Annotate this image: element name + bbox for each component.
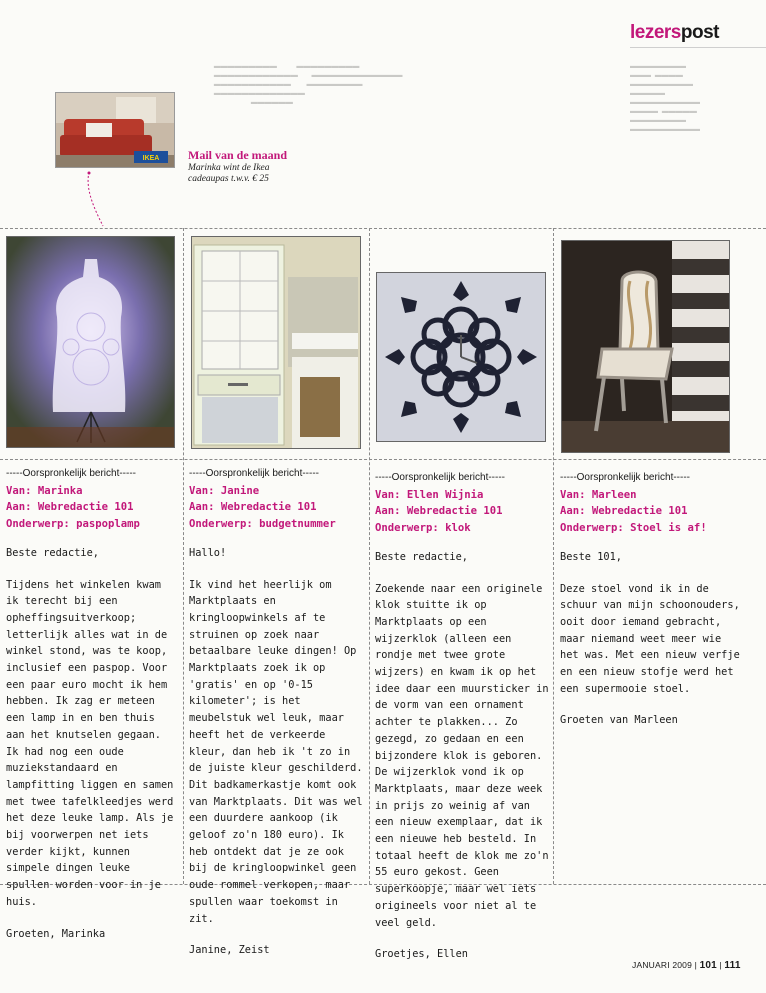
show-through-text: ▬▬▬▬▬▬▬▬ ▬▬▬ ▬▬▬▬ ▬▬▬▬▬▬▬▬▬ ▬▬▬▬▬ ▬▬▬▬▬▬▬▬▬▬ ▬▬▬▬ ▬▬▬▬▬ ▬▬▬▬▬▬▬▬ ▬▬▬▬▬▬▬▬▬▬ <box>630 63 700 133</box>
logo-part-lezers: lezers <box>630 22 681 43</box>
letter-column-2 <box>189 466 365 974</box>
ikea-logo-text: IKEA <box>142 155 160 162</box>
photo-restored-chair <box>561 240 730 453</box>
letter-body: Deze stoel vond ik in de schuur van mijn schoonouders, ooit door iemand gebracht, maar niemand weet meer wie het was. Met een nieuw verfje en een nieuw stofje werd het een supermooie stoel. <box>560 582 740 695</box>
logo-part-post: post <box>680 22 719 43</box>
ikea-room-photo <box>55 92 175 168</box>
letter-body: Zoekende naar een originele klok stuitte ik op Marktplaats op een wijzerklok (alleen een rondje met twee grote wijzers) en kwam ik op het idee daar een muursticker in de vorm van een ornament achter te plakken... Zo gezegd, zo gedaan en een bijzondere klok is geboren. De wijzerklok vond ik op Marktplaats, maar deze week in prijs zo weinig af van een nieuw exemplaar, dat ik een nieuwe heb besteld. In totaal heeft de klok me zo'n 55 euro gekost. Geen superkoopje, maar wel iets origineels voor niet al te veel geld. <box>375 582 549 929</box>
letter-closing: Groetjes, Ellen <box>375 948 468 961</box>
photo-bathroom-cabinet <box>191 236 361 449</box>
original-message-label: -----Oorspronkelijk bericht----- <box>375 472 506 483</box>
letter-to: Aan: Webredactie 101 <box>560 505 688 518</box>
photo-ornament-clock <box>376 272 546 442</box>
mail-of-month-subtitle: Marinka wint de Ikea cadeaupas t.w.v. € 25 <box>188 163 270 184</box>
letter-to: Aan: Webredactie 101 <box>375 505 503 518</box>
letter-salutation: Beste redactie, <box>6 546 99 559</box>
letter-closing: Groeten, Marinka <box>6 927 106 940</box>
dashed-divider-top <box>0 228 766 229</box>
letter-closing: Janine, Zeist <box>189 944 270 957</box>
column-divider-2 <box>369 228 370 884</box>
letter-from: Van: Ellen Wijnia <box>375 488 484 501</box>
letter-body: Ik vind het heerlijk om Marktplaats en kringloopwinkels af te struinen op zoek naar betaalbare leuke dingen! Op Marktplaats zoek ik op 'gratis' en op '0-15 kilometer'; is het meubelstuk wel leuk, maar heeft het de verkeerde kleur, dan heb ik 't zo in de juiste kleur geschilderd. Dit badkamerkastje komt ook van Marktplaats. Dit was wel een duurdere aankoop (ik geloof zo'n 180 euro). Ik heb ontdekt dat je ze ook bij de kringloopwinkel geen oude rommel verkopen, maar spullen waar toekomst in zit. <box>189 578 363 925</box>
column-divider-3 <box>553 228 554 884</box>
letter-column-1 <box>6 466 178 957</box>
letter-to: Aan: Webredactie 101 <box>6 501 134 514</box>
letter-salutation: Hallo! <box>189 546 227 559</box>
letter-closing: Groeten van Marleen <box>560 714 678 727</box>
footer-month: JANUARI 2009 <box>632 960 693 970</box>
photo-mannequin-lamp <box>6 236 175 448</box>
letter-subject: Onderwerp: Stoel is af! <box>560 522 707 535</box>
column-divider-1 <box>183 228 184 884</box>
logo-underline <box>630 47 766 48</box>
letter-to: Aan: Webredactie 101 <box>189 501 317 514</box>
original-message-label: -----Oorspronkelijk bericht----- <box>189 468 320 479</box>
dashed-connector-arrow <box>85 170 145 230</box>
letter-salutation: Beste redactie, <box>375 550 468 563</box>
page-footer: JANUARI 2009 | 101 | 111 <box>632 960 741 971</box>
letter-column-4 <box>560 470 740 744</box>
letter-subject: Onderwerp: paspoplamp <box>6 518 140 531</box>
letter-subject: Onderwerp: klok <box>375 522 471 535</box>
letter-subject: Onderwerp: budgetnummer <box>189 518 336 531</box>
letter-from: Van: Marinka <box>6 484 83 497</box>
original-message-label: -----Oorspronkelijk bericht----- <box>560 472 691 483</box>
footer-page-number: 111 <box>724 960 741 971</box>
show-through-text: ▬▬▬▬▬▬▬▬▬ ▬▬▬▬▬▬▬▬▬ ▬▬▬▬▬▬▬▬▬▬▬▬ ▬▬▬▬▬▬▬▬▬▬▬▬▬ ▬▬▬▬▬▬▬▬▬▬▬ ▬▬▬▬▬▬▬▬ ▬▬▬▬▬▬▬▬▬▬▬▬▬ ▬▬▬▬▬▬ <box>213 63 403 106</box>
dashed-divider-middle <box>0 459 766 460</box>
original-message-label: -----Oorspronkelijk bericht----- <box>6 468 137 479</box>
letter-salutation: Beste 101, <box>560 550 622 563</box>
letter-column-3 <box>375 470 549 978</box>
letter-body: Tijdens het winkelen kwam ik terecht bij een opheffingsuitverkoop; letterlijk alles wat in de winkel stond, was te koop, inclusief een paspop. Voor een paar euro mocht ik hem hebben. Ik zag er meteen een lamp in en ben thuis aan het knutselen gegaan. Ik had nog een oude muziekstandaard en lampfitting liggen en samen met twee tafelkleedjes werd het deze leuke lamp. Als je bij voorwerpen net iets verder kijkt, kunnen simpele dingen leuke spullen worden voor in je huis. <box>6 578 174 908</box>
mail-of-month-title: Mail van de maand <box>188 148 288 162</box>
letter-from: Van: Marleen <box>560 488 637 501</box>
letter-from: Van: Janine <box>189 484 260 497</box>
footer-brand: 101 <box>699 960 717 971</box>
section-logo <box>630 22 719 44</box>
